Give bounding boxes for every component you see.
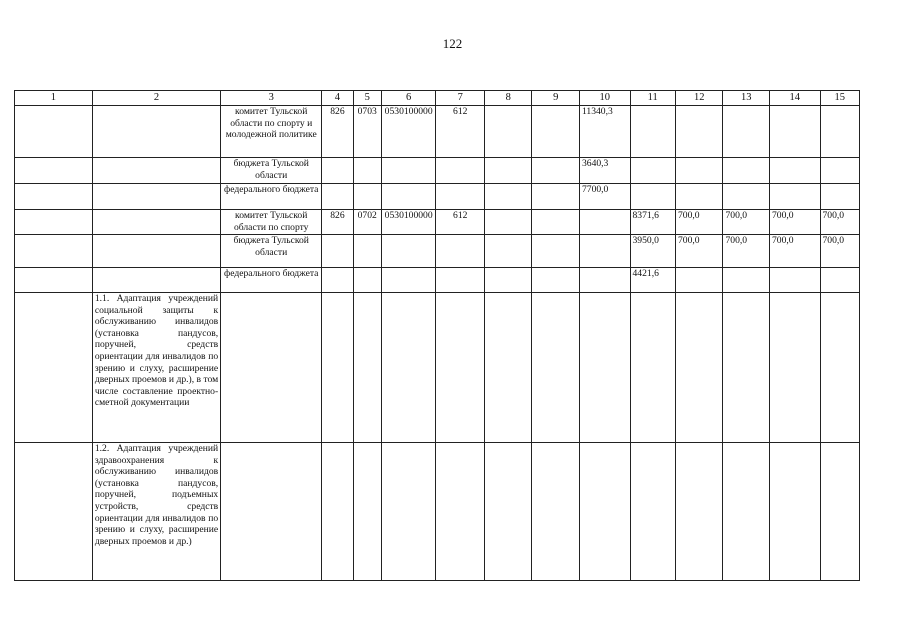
value-cell	[675, 443, 723, 581]
header-cell: 13	[723, 91, 769, 106]
recipient-cell: федерального бюджета	[221, 184, 322, 210]
code-cell: 0702	[353, 210, 381, 235]
header-cell: 8	[484, 91, 532, 106]
value-cell	[532, 443, 580, 581]
value-cell	[579, 293, 630, 443]
value-cell	[820, 184, 860, 210]
value-cell	[532, 106, 580, 158]
recipient-cell: федерального бюджета	[221, 268, 322, 293]
value-cell: 3640,3	[579, 158, 630, 184]
table-row	[15, 268, 860, 293]
header-cell: 14	[769, 91, 820, 106]
table-header-row	[15, 91, 860, 106]
value-cell: 700,0	[723, 235, 769, 268]
value-cell	[630, 293, 675, 443]
value-cell	[675, 268, 723, 293]
value-cell	[532, 235, 580, 268]
value-cell	[532, 158, 580, 184]
code-cell	[436, 443, 485, 581]
code-cell	[436, 158, 485, 184]
value-cell: 700,0	[769, 210, 820, 235]
table-cell	[15, 268, 93, 293]
code-cell	[381, 158, 436, 184]
code-cell	[353, 268, 381, 293]
value-cell	[769, 443, 820, 581]
header-cell: 15	[820, 91, 860, 106]
value-cell	[484, 293, 532, 443]
value-cell: 700,0	[820, 210, 860, 235]
code-cell: 0530100000	[381, 210, 436, 235]
table-cell	[92, 268, 220, 293]
table-row	[15, 235, 860, 268]
value-cell	[484, 443, 532, 581]
table-cell	[15, 184, 93, 210]
value-cell	[630, 184, 675, 210]
value-cell	[820, 293, 860, 443]
value-cell	[675, 106, 723, 158]
code-cell	[322, 293, 353, 443]
table-row	[15, 184, 860, 210]
recipient-cell: бюджета Тульской области	[221, 158, 322, 184]
value-cell	[484, 235, 532, 268]
table-cell	[92, 184, 220, 210]
table-row	[15, 210, 860, 235]
value-cell	[723, 443, 769, 581]
value-cell	[820, 158, 860, 184]
value-cell	[769, 293, 820, 443]
header-cell: 7	[436, 91, 485, 106]
value-cell	[820, 443, 860, 581]
value-cell	[723, 106, 769, 158]
code-cell	[353, 158, 381, 184]
code-cell	[436, 235, 485, 268]
code-cell	[322, 235, 353, 268]
table-cell	[92, 106, 220, 158]
value-cell	[723, 293, 769, 443]
value-cell	[820, 268, 860, 293]
value-cell	[532, 268, 580, 293]
table-row	[15, 158, 860, 184]
value-cell: 700,0	[723, 210, 769, 235]
value-cell	[723, 158, 769, 184]
recipient-cell	[221, 443, 322, 581]
value-cell	[820, 106, 860, 158]
code-cell: 826	[322, 210, 353, 235]
value-cell	[723, 184, 769, 210]
budget-table	[14, 90, 860, 581]
code-cell	[353, 443, 381, 581]
page-number: 122	[442, 36, 463, 51]
measure-description-cell: 1.2. Адаптация учреждений здравоохранения к обслуживанию инвалидов (установка пандусов, поручней, подъемных устройств, средств ориентации для инвалидов по зрению и слуху, расширение дверных проемов и др.)	[92, 443, 220, 581]
value-cell: 700,0	[675, 235, 723, 268]
value-cell: 11340,3	[579, 106, 630, 158]
value-cell	[675, 293, 723, 443]
code-cell: 826	[322, 106, 353, 158]
table-row	[15, 443, 860, 581]
table-cell	[92, 210, 220, 235]
recipient-cell: комитет Тульской области по спорту и молодежной политике	[221, 106, 322, 158]
value-cell	[723, 268, 769, 293]
header-cell: 10	[579, 91, 630, 106]
value-cell: 3950,0	[630, 235, 675, 268]
code-cell	[436, 184, 485, 210]
table-cell	[15, 293, 93, 443]
code-cell	[322, 158, 353, 184]
header-cell: 5	[353, 91, 381, 106]
value-cell	[630, 158, 675, 184]
code-cell	[436, 268, 485, 293]
code-cell	[322, 184, 353, 210]
code-cell	[353, 293, 381, 443]
value-cell	[769, 268, 820, 293]
value-cell	[532, 210, 580, 235]
value-cell	[769, 158, 820, 184]
value-cell	[484, 268, 532, 293]
code-cell: 612	[436, 106, 485, 158]
header-cell: 2	[92, 91, 220, 106]
measure-description-cell: 1.1. Адаптация учреждений социальной защиты к обслуживанию инвалидов (установка пандусов, поручней, средств ориентации для инвалидов по зрению и слуху, расширение дверных проемов и др.), в том числе составление проектно-сметной документации	[92, 293, 220, 443]
code-cell	[381, 184, 436, 210]
header-cell: 3	[221, 91, 322, 106]
value-cell: 700,0	[820, 235, 860, 268]
value-cell	[484, 106, 532, 158]
value-cell	[769, 184, 820, 210]
value-cell	[579, 235, 630, 268]
value-cell: 4421,6	[630, 268, 675, 293]
code-cell	[436, 293, 485, 443]
code-cell	[322, 268, 353, 293]
table-cell	[15, 443, 93, 581]
table-cell	[92, 158, 220, 184]
value-cell	[579, 210, 630, 235]
value-cell	[769, 106, 820, 158]
value-cell	[532, 184, 580, 210]
table-cell	[92, 235, 220, 268]
table-row	[15, 106, 860, 158]
code-cell	[353, 235, 381, 268]
code-cell: 612	[436, 210, 485, 235]
value-cell	[579, 268, 630, 293]
code-cell	[381, 443, 436, 581]
header-cell: 4	[322, 91, 353, 106]
recipient-cell: бюджета Тульской области	[221, 235, 322, 268]
value-cell: 7700,0	[579, 184, 630, 210]
header-cell: 12	[675, 91, 723, 106]
value-cell	[675, 158, 723, 184]
value-cell	[532, 293, 580, 443]
value-cell	[675, 184, 723, 210]
header-cell: 11	[630, 91, 675, 106]
code-cell: 0703	[353, 106, 381, 158]
recipient-cell: комитет Тульской области по спорту	[221, 210, 322, 235]
code-cell: 0530100000	[381, 106, 436, 158]
table-cell	[15, 106, 93, 158]
header-cell: 1	[15, 91, 93, 106]
code-cell	[322, 443, 353, 581]
header-cell: 6	[381, 91, 436, 106]
value-cell: 700,0	[769, 235, 820, 268]
code-cell	[381, 235, 436, 268]
table-cell	[15, 158, 93, 184]
value-cell	[484, 184, 532, 210]
value-cell	[630, 443, 675, 581]
value-cell	[484, 158, 532, 184]
table-row	[15, 293, 860, 443]
value-cell: 8371,6	[630, 210, 675, 235]
table-cell	[15, 210, 93, 235]
value-cell	[630, 106, 675, 158]
recipient-cell	[221, 293, 322, 443]
value-cell	[579, 443, 630, 581]
code-cell	[381, 268, 436, 293]
code-cell	[381, 293, 436, 443]
header-cell: 9	[532, 91, 580, 106]
value-cell	[484, 210, 532, 235]
value-cell: 700,0	[675, 210, 723, 235]
table-cell	[15, 235, 93, 268]
code-cell	[353, 184, 381, 210]
